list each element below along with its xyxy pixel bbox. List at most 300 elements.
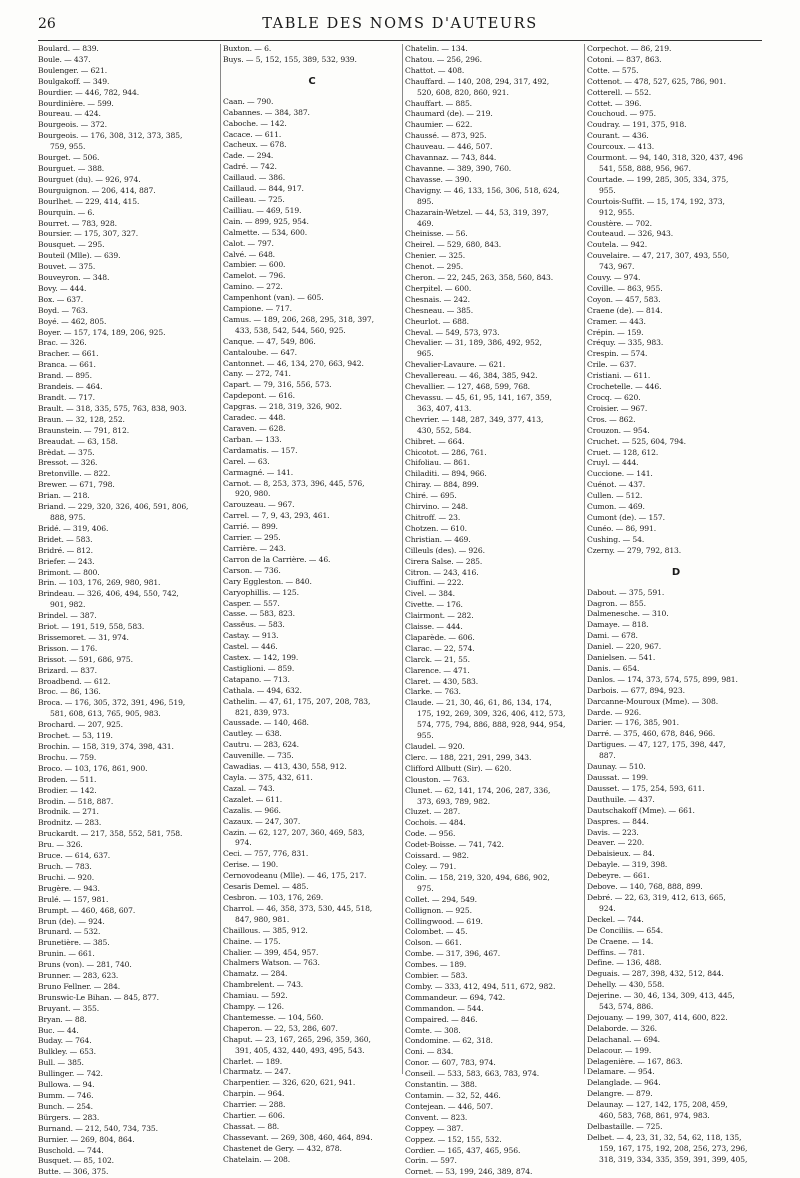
index-entry: Crochetelle. — 446. — [587, 382, 662, 392]
index-entry: Brissot. — 591, 686, 975. — [38, 654, 133, 664]
index-entry: Conseil. — 533, 583, 663, 783, 974. — [405, 1069, 540, 1079]
index-entry: De Craene. — 14. — [587, 936, 654, 946]
index-entry: Champy. — 126. — [223, 1002, 284, 1012]
index-entry: Caillaud. — 844, 917. — [223, 184, 304, 194]
index-entry: Chiray. — 884, 899. — [405, 480, 479, 490]
index-entry: Coissard. — 982. — [405, 851, 469, 861]
index-entry: Brulé. — 157, 981. — [38, 894, 109, 904]
index-entry: Cawadias. — 413, 430, 558, 912. — [223, 762, 347, 772]
index-entry: Cesbron. — 103, 176, 269. — [223, 892, 324, 902]
index-entry: Chevassu. — 45, 61, 95, 141, 167, 359, — [405, 393, 552, 402]
index-entry: De Conciliis. — 654. — [587, 925, 663, 935]
index-entry: Delaborde. — 326. — [587, 1023, 657, 1033]
index-entry: Cautley. — 638. — [223, 729, 282, 739]
index-entry: Courcoux. — 413. — [587, 142, 655, 152]
index-entry: Chauffart. — 885. — [405, 98, 472, 108]
index-entry-continuation: 924. — [599, 903, 616, 913]
index-entry: Caan. — 790. — [223, 96, 274, 106]
index-entry: Bryan. — 88. — [38, 1014, 87, 1024]
index-entry-continuation: 433, 538, 542, 544, 560, 925. — [235, 325, 346, 335]
index-entry: Brodier. — 142. — [38, 785, 97, 795]
index-entry: Delbet. — 4, 23, 31, 32, 54, 62, 118, 135, — [587, 1132, 742, 1142]
index-entry: Daussat. — 199. — [587, 773, 649, 782]
index-entry: Brochin. — 158, 319, 374, 398, 431. — [38, 742, 174, 751]
index-entry: Branca. — 661. — [38, 360, 96, 370]
index-entry: Corpechot. — 86, 219. — [587, 44, 672, 53]
index-entry: Bovy. — 444. — [38, 283, 87, 293]
index-entry: Braunstein. — 791, 812. — [38, 425, 130, 435]
index-entry: Briot. — 191, 519, 558, 583. — [38, 622, 145, 632]
index-entry: Buc. — 44. — [38, 1025, 79, 1035]
index-entry: Charlet. — 189. — [223, 1056, 283, 1066]
index-entry: Brindel. — 387. — [38, 611, 97, 621]
index-entry: Boyé. — 462, 805. — [38, 316, 107, 326]
index-entry: Debayle. — 319, 398. — [587, 860, 668, 870]
index-entry: Chazarain-Wetzel. — 44, 53, 319, 397, — [405, 207, 549, 217]
index-entry: Brunswic-Le Bihan. — 845, 877. — [38, 992, 159, 1002]
index-entry-continuation: 887. — [599, 751, 616, 761]
index-entry: Dehelly. — 430, 558. — [587, 980, 665, 990]
index-entry: Chaine. — 175. — [223, 936, 281, 946]
index-entry: Dautschakoff (Mme). — 661. — [587, 805, 695, 815]
index-entry: Chaumard (de). — 219. — [405, 109, 493, 119]
index-entry: Codet-Boisse. — 741, 742. — [405, 840, 504, 850]
index-entry: Cruet. — 128, 612. — [587, 447, 659, 457]
index-entry: Carouzeau. — 967. — [223, 500, 295, 510]
index-entry: Daunay. — 510. — [587, 762, 646, 772]
index-entry: Comte. — 308. — [405, 1025, 461, 1035]
index-entry: Deckel. — 744. — [587, 914, 644, 924]
index-entry-continuation: 363, 407, 413. — [417, 403, 472, 413]
index-entry: Combe. — 317, 396, 467. — [405, 949, 501, 959]
index-entry-continuation: 975. — [417, 883, 434, 893]
index-entry: Chavanne. — 389, 390, 760. — [405, 163, 512, 173]
index-entry: Cathala. — 494, 632. — [223, 685, 302, 695]
index-entry: Cazin. — 62, 127, 207, 360, 469, 583, — [223, 827, 365, 837]
index-entry: Campenhont (van). — 605. — [223, 293, 324, 303]
index-entry: Capgras. — 218, 319, 326, 902. — [223, 402, 342, 412]
index-entry: Daspres. — 844. — [587, 816, 649, 826]
index-entry: Butte. — 306, 375. — [38, 1167, 109, 1177]
index-entry: Coyon. — 457, 583. — [587, 294, 661, 304]
index-entry: Chaillous. — 385, 912. — [223, 925, 308, 935]
index-entry: Code. — 956. — [405, 829, 456, 839]
index-entry: Cerise. — 190. — [223, 860, 279, 870]
index-entry: Cade. — 294. — [223, 151, 274, 161]
index-entry-continuation: 541, 558, 888, 956, 967. — [599, 163, 691, 173]
index-entry-continuation: 430, 552, 584. — [417, 425, 472, 435]
index-entry: Chamatz. — 284. — [223, 969, 288, 979]
index-entry: Calvé. — 648. — [223, 249, 275, 259]
index-entry: Combes. — 189. — [405, 960, 467, 970]
index-entry: Brochet. — 53, 119. — [38, 731, 113, 741]
index-column-1 — [38, 44, 216, 1177]
index-entry: Dejerine. — 30, 46, 134, 309, 413, 445, — [587, 991, 735, 1001]
index-entry: Define. — 136, 488. — [587, 958, 662, 968]
index-entry: Charrol. — 46, 358, 373, 530, 445, 518, — [223, 903, 373, 913]
index-entry: Brugère. — 943. — [38, 883, 100, 893]
index-entry: Bullinger. — 742. — [38, 1069, 103, 1079]
index-entry: Courant. — 436. — [587, 131, 649, 141]
index-entry: Canque. — 47, 549, 806. — [223, 336, 316, 346]
index-entry: Cirera Salse. — 285. — [405, 556, 483, 566]
index-entry: Chaput. — 23, 167, 265, 296, 359, 360, — [223, 1034, 371, 1044]
index-entry: Carmagné. — 141. — [223, 467, 294, 477]
index-entry: Carrier. — 295. — [223, 533, 281, 543]
index-entry: Cacheux. — 678. — [223, 140, 287, 150]
index-entry: Bulkley. — 653. — [38, 1047, 96, 1057]
index-entry: Cordier. — 165, 437, 465, 956. — [405, 1145, 521, 1155]
index-entry: Bourgeois. — 372. — [38, 120, 107, 130]
index-entry: Coutela. — 942. — [587, 240, 648, 250]
index-entry: Cros. — 862. — [587, 414, 636, 424]
index-entry: Christian. — 469. — [405, 534, 471, 544]
index-entry: Chesnais. — 242. — [405, 294, 470, 304]
index-entry: Brandeis. — 464. — [38, 382, 103, 392]
index-entry: Broden. — 511. — [38, 774, 97, 784]
index-entry: Bullowa. — 94. — [38, 1080, 95, 1090]
index-entry: Conor. — 607, 783, 974. — [405, 1058, 496, 1068]
index-entry: Bruns (von). — 281, 740. — [38, 960, 132, 970]
index-entry-continuation: 759, 955. — [50, 142, 86, 152]
index-entry: Chavigny. — 46, 133, 156, 306, 518, 624, — [405, 185, 560, 195]
index-entry: Cailliau. — 469, 519. — [223, 205, 302, 215]
index-entry: Cumont (de). — 157. — [587, 512, 665, 522]
index-entry-continuation: 821, 839, 973. — [235, 707, 290, 717]
index-entry: Darré. — 375, 460, 678, 846, 966. — [587, 729, 716, 739]
index-entry: Delagenière. — 167, 863. — [587, 1056, 683, 1066]
index-entry: Dagron. — 855. — [587, 598, 646, 608]
index-entry: Brumpt. — 460, 468, 607. — [38, 905, 136, 915]
index-entry: Chattot. — 408. — [405, 65, 465, 75]
index-entry: Coppey. — 387. — [405, 1123, 464, 1133]
index-entry: Caradec. — 448. — [223, 413, 286, 423]
index-entry: Castiglioni. — 859. — [223, 663, 295, 673]
index-entry: Collignon. — 925. — [405, 905, 472, 915]
index-entry: Cotoni. — 837, 863. — [587, 54, 662, 64]
index-entry-continuation: 965. — [417, 349, 434, 359]
index-entry-continuation: 391, 405, 432, 440, 493, 495, 543. — [235, 1045, 365, 1055]
index-entry: Carson. — 736. — [223, 565, 281, 575]
index-entry: Delamare. — 954. — [587, 1067, 655, 1077]
index-entry: Castel. — 446. — [223, 642, 278, 652]
index-entry: Citron. — 243, 416. — [405, 567, 479, 577]
index-entry: Deffins. — 781. — [587, 947, 645, 957]
index-entry: Dalmenesche. — 310. — [587, 609, 669, 619]
index-entry: Bourdier. — 446, 782, 944. — [38, 87, 140, 97]
index-entry: Cautru. — 283, 624. — [223, 740, 299, 750]
index-entry: Chevallier. — 127, 468, 599, 768. — [405, 382, 530, 392]
index-entry: Carrel. — 7, 9, 43, 293, 461. — [223, 511, 330, 521]
index-entry: Box. — 637. — [38, 294, 84, 304]
index-entry: Cruyl. — 444. — [587, 458, 639, 468]
index-entry: Bruchi. — 920. — [38, 872, 95, 882]
index-entry-continuation: 520, 608, 820, 860, 921. — [417, 87, 509, 97]
index-entry-continuation: 581, 608, 613, 765, 905, 983. — [50, 709, 161, 719]
index-entry-continuation: 460, 583, 768, 861, 974, 983. — [599, 1111, 710, 1121]
index-entry: Broco. — 103, 176, 861, 900. — [38, 763, 148, 773]
index-entry: Bridré. — 812. — [38, 545, 93, 555]
index-entry: Cunéo. — 86, 991. — [587, 523, 657, 533]
index-entry: Colson. — 661. — [405, 938, 462, 948]
index-entry: Claret. — 430, 583. — [405, 676, 479, 686]
index-entry: Bourret. — 783, 928. — [38, 218, 117, 228]
index-entry: Broadbend. — 612. — [38, 676, 111, 686]
index-entry: Cruchet. — 525, 604, 794. — [587, 436, 686, 446]
index-entry-continuation: 901, 982. — [50, 600, 86, 610]
index-entry: Carron de la Carrière. — 46. — [223, 554, 331, 564]
index-entry: Cazalet. — 611. — [223, 794, 283, 804]
index-entry-continuation: 895. — [417, 196, 434, 206]
index-entry: Constantin. — 388. — [405, 1080, 477, 1090]
index-entry: Clarence. — 471. — [405, 665, 470, 675]
index-entry: Brin. — 103, 176, 269, 980, 981. — [38, 578, 161, 588]
index-entry: Bressot. — 326. — [38, 458, 98, 468]
index-entry: Cottenot. — 478, 527, 625, 786, 901. — [587, 76, 726, 86]
index-entry: Coustère. — 702. — [587, 218, 652, 228]
index-entry: Brewer. — 671, 798. — [38, 480, 115, 490]
index-entry: Cullen. — 512. — [587, 491, 643, 501]
index-entry: Carban. — 133. — [223, 434, 282, 444]
index-entry: Bretonville. — 822. — [38, 469, 111, 479]
index-entry: Civel. — 384. — [405, 589, 455, 599]
index-entry: Condomine. — 62, 318. — [405, 1036, 493, 1046]
index-entry: Busquet. — 85, 102. — [38, 1156, 114, 1166]
index-entry: Comby. — 333, 412, 494, 511, 672, 982. — [405, 981, 556, 991]
index-entry: Buys. — 5, 152, 155, 389, 532, 939. — [223, 54, 357, 64]
index-entry: Cochois. — 484. — [405, 818, 466, 828]
index-entry: Croisier. — 967. — [587, 403, 648, 413]
index-entry: Bunch. — 254. — [38, 1101, 93, 1111]
index-entry: Chiladiti. — 894, 966. — [405, 469, 487, 479]
index-entry: Crespin. — 574. — [587, 349, 648, 359]
index-entry: Clarck. — 21, 55. — [405, 654, 470, 664]
index-entry: Cauvenille. — 735. — [223, 751, 294, 761]
index-entry: Delanglade. — 964. — [587, 1078, 661, 1088]
index-column-4 — [584, 44, 765, 1164]
index-entry: Brand. — 895. — [38, 371, 92, 381]
index-entry: Courtade. — 199, 285, 305, 334, 375, — [587, 174, 729, 184]
index-entry: Brèdat. — 375. — [38, 447, 95, 457]
index-entry: Casse. — 583, 823. — [223, 609, 295, 619]
index-entry: Chaumier. — 622. — [405, 120, 473, 130]
index-entry: Burnand. — 212, 540, 734, 735. — [38, 1123, 158, 1133]
index-entry: Bouvet. — 375. — [38, 262, 96, 272]
index-entry: Buxton. — 6. — [223, 44, 272, 53]
index-entry: Danlos. — 174, 373, 574, 575, 899, 981. — [587, 674, 738, 684]
index-entry: Caillaud. — 386. — [223, 173, 286, 183]
index-entry: Commandon. — 544. — [405, 1003, 484, 1013]
index-entry: Coley. — 791. — [405, 861, 457, 871]
index-entry-continuation: 920, 980. — [235, 489, 271, 499]
index-entry: Delbastaille. — 725. — [587, 1122, 663, 1131]
index-entry: Burnier. — 269, 804, 864. — [38, 1134, 135, 1144]
index-entry-continuation: 912, 955. — [599, 207, 635, 217]
index-entry: Bouteil (Mlle). — 639. — [38, 251, 121, 261]
index-entry: Claudel. — 920. — [405, 742, 465, 751]
index-entry: Bourgeois. — 176, 308, 312, 373, 385, — [38, 131, 183, 141]
index-entry-continuation: 888, 975. — [50, 512, 86, 522]
index-entry: Cuccione. — 141. — [587, 469, 653, 479]
index-entry: Davis. — 223. — [587, 827, 639, 837]
index-entry: Cany. — 272, 741. — [223, 369, 291, 379]
running-title: TABLE DES NOMS D'AUTEURS — [262, 16, 538, 32]
index-entry: Contejean. — 446, 507. — [405, 1101, 493, 1111]
index-entry: Danis. — 654. — [587, 663, 640, 673]
index-entry: Cacace. — 611. — [223, 129, 282, 139]
index-entry: Capdepont. — 616. — [223, 391, 295, 401]
index-entry: Calmette. — 534, 600. — [223, 227, 308, 237]
index-entry: Chibret. — 664. — [405, 436, 465, 446]
index-entry: Delangre. — 879. — [587, 1089, 653, 1099]
index-entry: Claparède. — 606. — [405, 632, 475, 642]
index-entry-continuation: 159, 167, 175, 192, 208, 256, 273, 296, — [599, 1143, 748, 1153]
index-entry: Campione. — 717. — [223, 304, 292, 314]
index-entry: Clarac. — 22, 574. — [405, 643, 475, 653]
index-entry: Brodnik. — 271. — [38, 807, 99, 817]
index-entry: Chatelain. — 208. — [223, 1154, 291, 1164]
index-entry: Brunard. — 532. — [38, 927, 101, 937]
index-entry: Bürgers. — 283. — [38, 1112, 100, 1122]
index-entry: Chassat. — 88. — [223, 1122, 280, 1131]
index-entry: Cilleuls (des). — 926. — [405, 545, 485, 555]
index-entry: Bruno Fellner. — 284. — [38, 981, 121, 991]
index-entry: Debré. — 22, 63, 319, 412, 613, 665, — [587, 892, 726, 902]
index-entry: Chastenet de Gery. — 432, 878. — [223, 1143, 342, 1153]
index-entry: Caussade. — 140, 468. — [223, 718, 309, 728]
index-entry: Darbois. — 677, 894, 923. — [587, 685, 685, 695]
index-entry: Ciuffini. — 222. — [405, 578, 464, 588]
index-entry: Courtois-Suffit. — 15, 174, 192, 373, — [587, 196, 725, 206]
index-entry: Bull. — 385. — [38, 1058, 84, 1068]
index-entry: Brodnitz. — 283. — [38, 818, 102, 828]
index-entry: Cheinisse. — 56. — [405, 229, 468, 239]
index-entry: Coville. — 863, 955. — [587, 283, 663, 293]
index-entry: Coppez. — 152, 155, 532. — [405, 1134, 502, 1144]
index-entry: Chalier. — 399, 454, 957. — [223, 947, 319, 957]
index-entry: Broc. — 86, 136. — [38, 687, 101, 697]
index-entry: Brodin. — 518, 887. — [38, 796, 114, 806]
index-entry: Boyer. — 157, 174, 189, 206, 925. — [38, 327, 166, 337]
index-entry: Cayla. — 375, 432, 611. — [223, 773, 313, 782]
index-entry: Boule. — 437. — [38, 54, 91, 64]
index-entry: Clarke. — 763. — [405, 687, 461, 697]
index-columns — [38, 44, 768, 1177]
index-entry: Broca. — 176, 305, 372, 391, 496, 519, — [38, 698, 186, 708]
index-entry: Cardamatis. — 157. — [223, 445, 298, 455]
index-entry: Cazalis. — 966. — [223, 805, 281, 815]
index-entry: Charrier. — 288. — [223, 1100, 286, 1110]
index-entry: Chevrier. — 148, 287, 349, 377, 413, — [405, 414, 544, 424]
index-entry: Cotte. — 575. — [587, 65, 639, 75]
index-entry-continuation: 318, 319, 334, 335, 359, 391, 399, 405, — [599, 1154, 748, 1164]
index-entry: Contamin. — 32, 52, 446. — [405, 1091, 501, 1100]
index-entry: Camus. — 189, 206, 268, 295, 318, 397, — [223, 314, 374, 324]
index-entry: Bourget. — 506. — [38, 153, 100, 163]
index-entry: Dausset. — 175, 254, 593, 611. — [587, 783, 705, 793]
index-entry: Coni. — 834. — [405, 1047, 454, 1057]
index-entry: Chavasse. — 390. — [405, 174, 472, 184]
index-entry: Cary Eggleston. — 840. — [223, 576, 312, 586]
index-entry: Brimont. — 800. — [38, 567, 100, 577]
index-entry: Camino. — 272. — [223, 282, 283, 292]
index-entry: Damaye. — 818. — [587, 620, 649, 630]
index-entry: Casper. — 557. — [223, 598, 280, 608]
index-entry: Créquy. — 335, 983. — [587, 338, 664, 348]
index-entry: Collet. — 294, 549. — [405, 894, 477, 904]
index-entry: Brindeau. — 326, 406, 494, 550, 742, — [38, 589, 179, 599]
index-entry: Chevalier. — 31, 189, 386, 492, 952, — [405, 338, 542, 348]
index-entry-continuation: 847, 980, 981. — [235, 914, 290, 924]
index-entry: Cherpitel. — 600. — [405, 283, 472, 293]
index-entry: Bourguignon. — 206, 414, 887. — [38, 185, 156, 195]
index-entry: Camelot. — 796. — [223, 271, 286, 281]
index-entry: Cushing. — 54. — [587, 534, 645, 544]
index-entry: Chaperon. — 22, 53, 286, 607. — [223, 1023, 338, 1033]
index-entry: Brisson. — 176. — [38, 643, 98, 653]
index-entry: Charpentier. — 326, 620, 621, 941. — [223, 1078, 356, 1088]
index-entry: Chicotot. — 286, 761. — [405, 447, 487, 457]
index-entry: Darde. — 926. — [587, 707, 642, 717]
index-entry: Bruch. — 783. — [38, 861, 92, 871]
index-entry: Chevalier-Lavaure. — 621. — [405, 360, 506, 370]
index-entry: Cheurlot. — 688. — [405, 316, 469, 326]
index-entry: Brochard. — 207, 925. — [38, 720, 123, 730]
index-entry: Caryophillis. — 125. — [223, 587, 299, 597]
index-entry: Boulgakoff. — 349. — [38, 76, 110, 86]
index-entry: Delaunay. — 127, 142, 175, 208, 459, — [587, 1100, 728, 1110]
index-entry: Brizard. — 837. — [38, 665, 97, 675]
index-entry: Bracher. — 661. — [38, 349, 99, 359]
index-entry: Cottet. — 396. — [587, 98, 642, 108]
index-entry: Buday. — 764. — [38, 1036, 92, 1046]
index-entry-continuation: 373, 693, 789, 982. — [417, 796, 490, 806]
index-entry: Charpin. — 964. — [223, 1089, 285, 1099]
index-entry: Chifoliau. — 861. — [405, 458, 470, 468]
index-entry: Carel. — 63. — [223, 456, 270, 466]
index-entry: Cheron. — 22, 245, 263, 358, 560, 843. — [405, 273, 554, 283]
index-entry: Bourlhet. — 229, 414, 415. — [38, 196, 140, 206]
index-entry: Commandeur. — 694, 742. — [405, 992, 506, 1002]
index-entry: Collingwood. — 619. — [405, 916, 483, 926]
index-entry: Carnot. — 8, 253, 373, 396, 445, 576, — [223, 478, 365, 488]
index-entry-continuation: 469. — [417, 218, 434, 228]
index-entry: Brun (de). — 924. — [38, 916, 105, 926]
index-entry: Calot. — 797. — [223, 238, 274, 248]
index-entry: Cazal. — 743. — [223, 783, 275, 793]
index-entry: Chirvino. — 248. — [405, 502, 468, 512]
index-entry: Cabannes. — 384, 387. — [223, 107, 310, 117]
index-entry: Bourguet (du). — 926, 974. — [38, 174, 141, 184]
index-entry: Cornet. — 53, 199, 246, 389, 874. — [405, 1167, 533, 1177]
index-entry: Chauffard. — 140, 208, 294, 317, 492, — [405, 76, 550, 86]
index-entry-continuation: 175, 192, 269, 309, 326, 406, 412, 573, — [417, 709, 566, 719]
index-entry: Delachanal. — 694. — [587, 1034, 660, 1044]
page-number: 26 — [38, 16, 56, 32]
index-entry: Cuénot. — 437. — [587, 480, 646, 490]
index-entry: Bruckardt. — 217, 358, 552, 581, 758. — [38, 829, 183, 839]
index-entry: Ceci. — 757, 776, 831. — [223, 849, 309, 859]
section-letter: C — [308, 75, 316, 87]
index-entry: Braun. — 32, 128, 252. — [38, 414, 125, 424]
index-entry: Bruce. — 614, 637. — [38, 851, 111, 861]
index-entry: Bruyant. — 355. — [38, 1003, 100, 1013]
index-entry: Dejouany. — 199, 307, 414, 600, 822. — [587, 1012, 728, 1022]
index-entry: Chauveau. — 446, 507. — [405, 142, 493, 152]
index-entry-continuation: 974. — [235, 838, 252, 848]
index-entry: Brunetière. — 385. — [38, 938, 110, 948]
index-entry: Chotzen. — 610. — [405, 523, 467, 533]
